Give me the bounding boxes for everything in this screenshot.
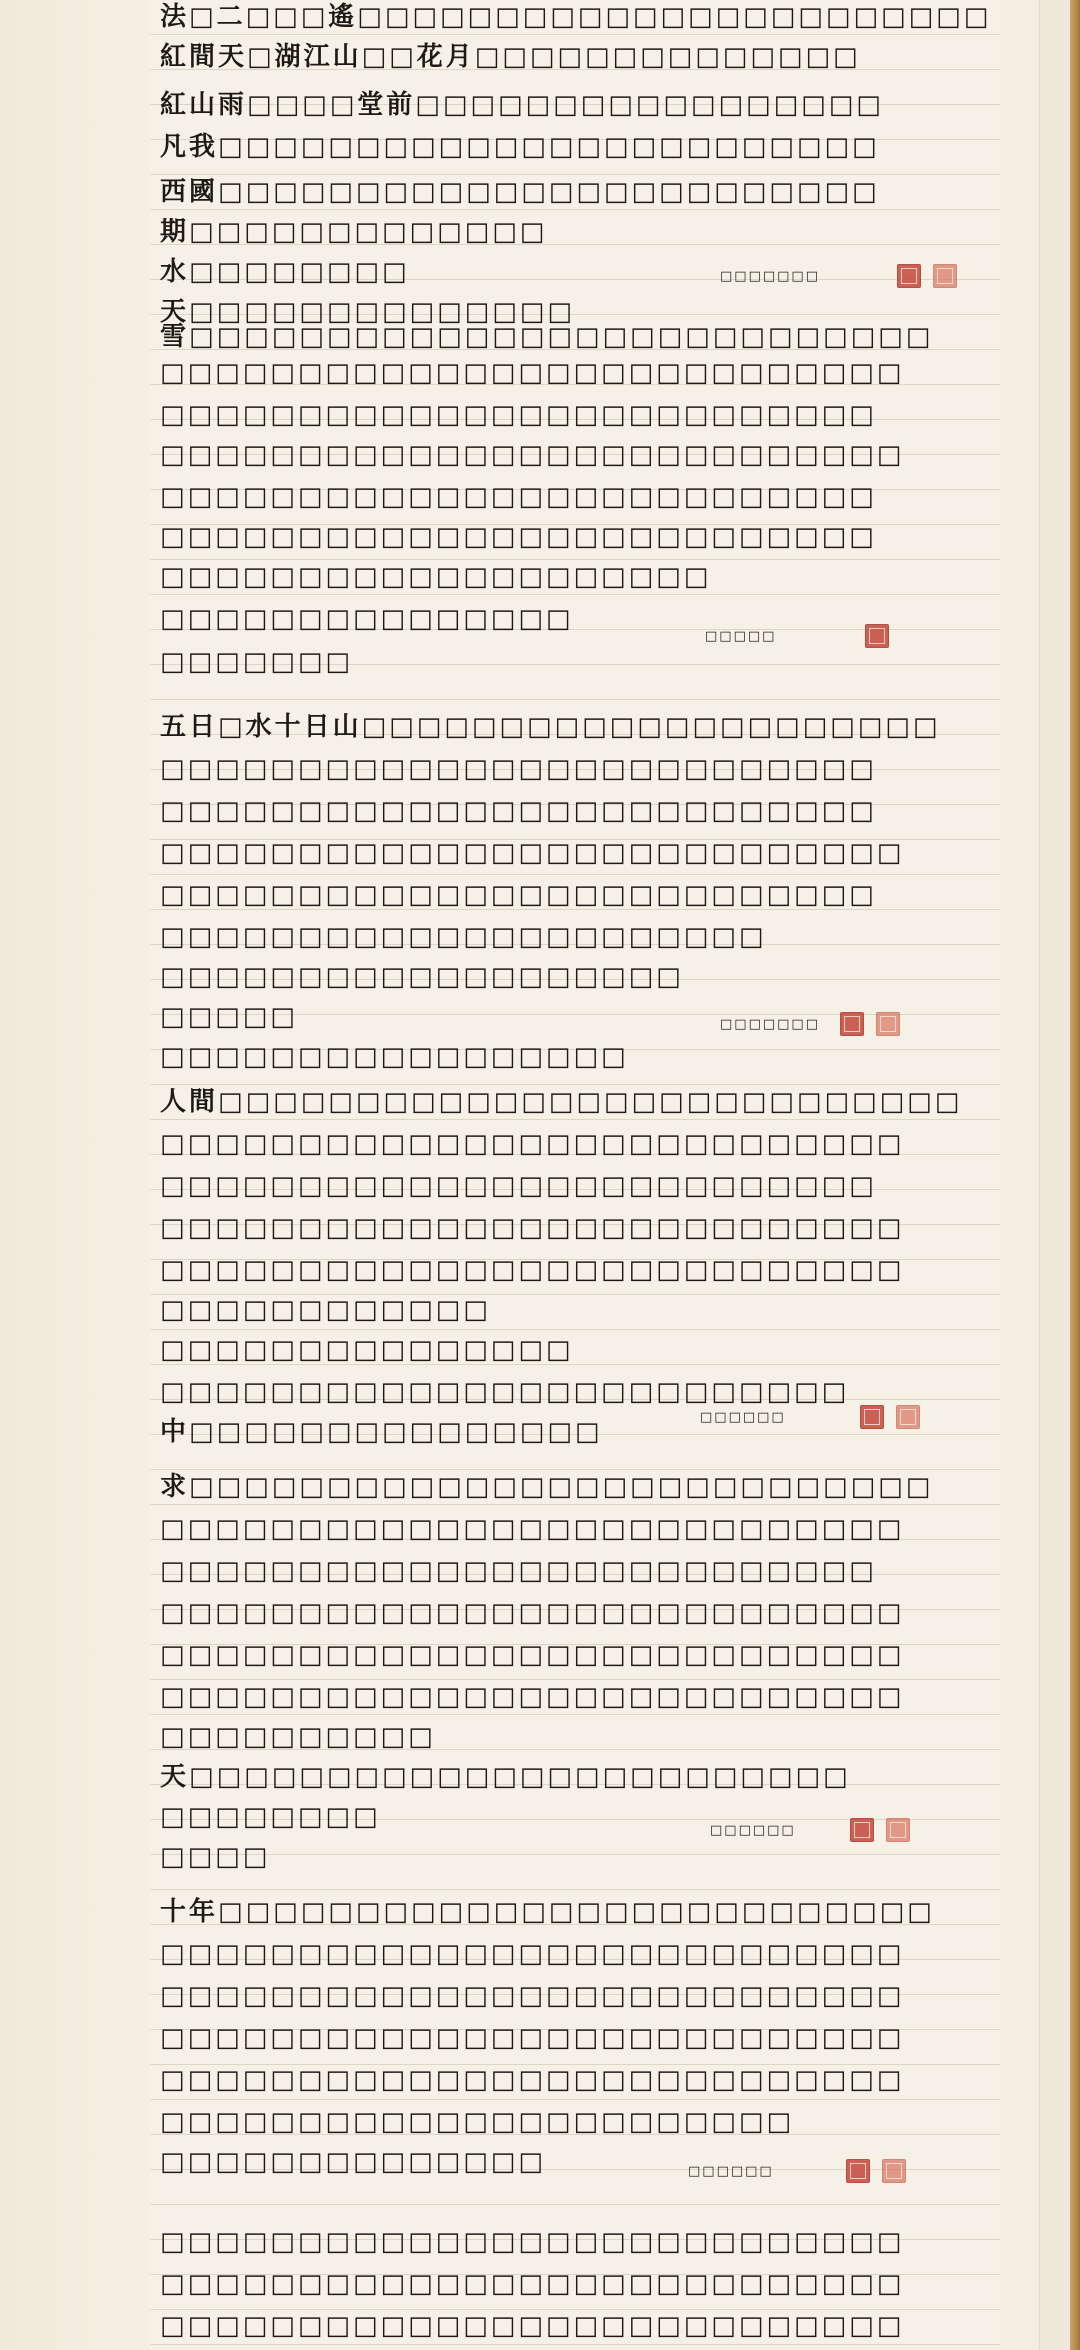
red-seal-stamp (850, 1818, 874, 1842)
calligraphy-line: □□□□□□□□□□□□□□□□□□□□□□□□□□□ (160, 1682, 905, 1712)
red-seal-stamp (933, 264, 957, 288)
calligraphy-line: □□□□□□□□□□□□□□□□□□□□□□□□□□□ (160, 1939, 905, 1969)
calligraphy-line: □□□□□□□□□□□□□□□□□□□□□□□□□□ (160, 522, 877, 552)
poem-signature: □□□□□□ (700, 1410, 786, 1425)
calligraphy-line: □□□□□□□ (160, 647, 353, 677)
red-seal-stamp (896, 1405, 920, 1429)
calligraphy-line: □□□□□□□□□□□□□□□□□□□□□□□□□ (160, 1377, 850, 1407)
scroll-wooden-rod (1070, 0, 1080, 2350)
calligraphy-line: 中□□□□□□□□□□□□□□□ (160, 1417, 603, 1447)
red-seal-stamp (840, 1012, 864, 1036)
calligraphy-line: 紅山雨□□□□堂前□□□□□□□□□□□□□□□□□ (160, 90, 884, 120)
red-seal-stamp (886, 1818, 910, 1842)
red-seal-stamp (897, 264, 921, 288)
red-seal-stamp (882, 2159, 906, 2183)
calligraphy-line: 五日□水十日山□□□□□□□□□□□□□□□□□□□□□ (160, 712, 941, 742)
calligraphy-line: □□□□□□□□□□□□□□□□□□□□□□□□□□ (160, 1556, 877, 1586)
calligraphy-line: □□□□□□□□□□□□□□□□□□□□□□□ (160, 2107, 795, 2137)
red-seal-stamp (860, 1405, 884, 1429)
calligraphy-line: □□□□□□□□□□□□□□□□□□□□□□□□□□□ (160, 838, 905, 868)
calligraphy-line: □□□□ (160, 1842, 271, 1872)
calligraphy-line: □□□□□□□□□□□□□□□□□□□□□□□□□□□ (160, 1981, 905, 2011)
calligraphy-line: □□□□□□□□□□□□□□□□□□□□□□□□□□□ (160, 1598, 905, 1628)
calligraphy-line: □□□□□□□□□□□□ (160, 1295, 491, 1325)
calligraphy-line: □□□□□□□□□□□□□□□□□□□□□□□□□□ (160, 400, 877, 430)
calligraphy-line: 人間□□□□□□□□□□□□□□□□□□□□□□□□□□□ (160, 1087, 963, 1117)
calligraphy-line: □□□□□□□□□□□□□□□□□□□□□□□□□□□ (160, 1514, 905, 1544)
calligraphy-line: □□□□□□□□□□□□□□□□□□□□□□□□□□□ (160, 2023, 905, 2053)
red-seal-stamp (876, 1012, 900, 1036)
calligraphy-line: □□□□□□□□□□□□□□□□□□□□□□□□□□□ (160, 2227, 905, 2257)
calligraphy-line: □□□□□□□□□□□□□□□□□□□□□□□□□□□ (160, 1129, 905, 1159)
calligraphy-line: 法□二□□□遙□□□□□□□□□□□□□□□□□□□□□□□ (160, 2, 992, 32)
red-seal-stamp (865, 624, 889, 648)
ruled-paper (150, 0, 1000, 2350)
calligraphy-line: □□□□□□□□□□□□□□□ (160, 604, 574, 634)
calligraphy-line: □□□□□□□□□□□□□□□□□□□□□□□□□□□ (160, 1213, 905, 1243)
calligraphy-line: □□□□□□□□□□□□□□□□□□□□□□□□□□□ (160, 440, 905, 470)
calligraphy-line: □□□□□□□□□□□□□□□□□□□□□□□□□□ (160, 1171, 877, 1201)
calligraphy-line: 天□□□□□□□□□□□□□□ (160, 297, 575, 327)
calligraphy-line: □□□□□□□□□□□□□□□ (160, 1335, 574, 1365)
calligraphy-line: □□□□□□□□□□□□□□□□□□□□□□□□□□□ (160, 2065, 905, 2095)
calligraphy-line: □□□□□□□□□□□□□□□□□□□□□□□□□□□ (160, 2311, 905, 2341)
poem-signature: □□□□□□□ (720, 1017, 820, 1032)
calligraphy-line: □□□□□ (160, 1002, 298, 1032)
calligraphy-line: □□□□□□□□□□□□□□□□□□□□□□□□□□□ (160, 358, 905, 388)
calligraphy-line: □□□□□□□□□□□□□□□□□□□□□□□□□□ (160, 754, 877, 784)
calligraphy-line: □□□□□□□□□□□□□□□□□□□□□□□□□□□ (160, 1640, 905, 1670)
calligraphy-line: 水□□□□□□□□ (160, 257, 410, 287)
calligraphy-line: 西國□□□□□□□□□□□□□□□□□□□□□□□□ (160, 177, 880, 207)
calligraphy-line: 十年□□□□□□□□□□□□□□□□□□□□□□□□□□ (160, 1897, 935, 1927)
calligraphy-line: 雪□□□□□□□□□□□□□□□□□□□□□□□□□□□ (160, 322, 934, 352)
calligraphy-line: 天□□□□□□□□□□□□□□□□□□□□□□□□ (160, 1762, 851, 1792)
poem-signature: □□□□□□□ (720, 269, 820, 284)
poem-signature: □□□□□ (705, 629, 777, 644)
calligraphy-line: □□□□□□□□□□□□□□ (160, 2147, 546, 2177)
calligraphy-line: □□□□□□□□□□ (160, 1722, 436, 1752)
calligraphy-line: □□□□□□□□□□□□□□□□□ (160, 1042, 629, 1072)
poem-signature: □□□□□□ (688, 2164, 774, 2179)
calligraphy-line: 紅間天□湖江山□□花月□□□□□□□□□□□□□□ (160, 42, 861, 72)
calligraphy-line: □□□□□□□□□□□□□□□□□□□□□□□□□□□ (160, 2269, 905, 2299)
red-seal-stamp (846, 2159, 870, 2183)
poem-signature: □□□□□□ (710, 1823, 796, 1838)
calligraphy-line: □□□□□□□□□□□□□□□□□□□□ (160, 562, 712, 592)
calligraphy-line: □□□□□□□□□□□□□□□□□□□□□□□□□□ (160, 796, 877, 826)
scroll-left-margin (0, 0, 150, 2350)
calligraphy-line: □□□□□□□□□□□□□□□□□□□□□□ (160, 922, 767, 952)
calligraphy-line: □□□□□□□□□□□□□□□□□□□□□□□□□□ (160, 880, 877, 910)
calligraphy-line: □□□□□□□□□□□□□□□□□□□□□□□□□□ (160, 482, 877, 512)
calligraphy-line: 求□□□□□□□□□□□□□□□□□□□□□□□□□□□ (160, 1472, 934, 1502)
calligraphy-line: □□□□□□□□□□□□□□□□□□□ (160, 962, 684, 992)
calligraphy-line: □□□□□□□□□□□□□□□□□□□□□□□□□□□ (160, 1255, 905, 1285)
scroll-right-mount (1039, 0, 1070, 2350)
calligraphy-line: 凡我□□□□□□□□□□□□□□□□□□□□□□□□ (160, 132, 880, 162)
calligraphy-line: □□□□□□□□ (160, 1802, 381, 1832)
calligraphy-line: 期□□□□□□□□□□□□□ (160, 217, 548, 247)
